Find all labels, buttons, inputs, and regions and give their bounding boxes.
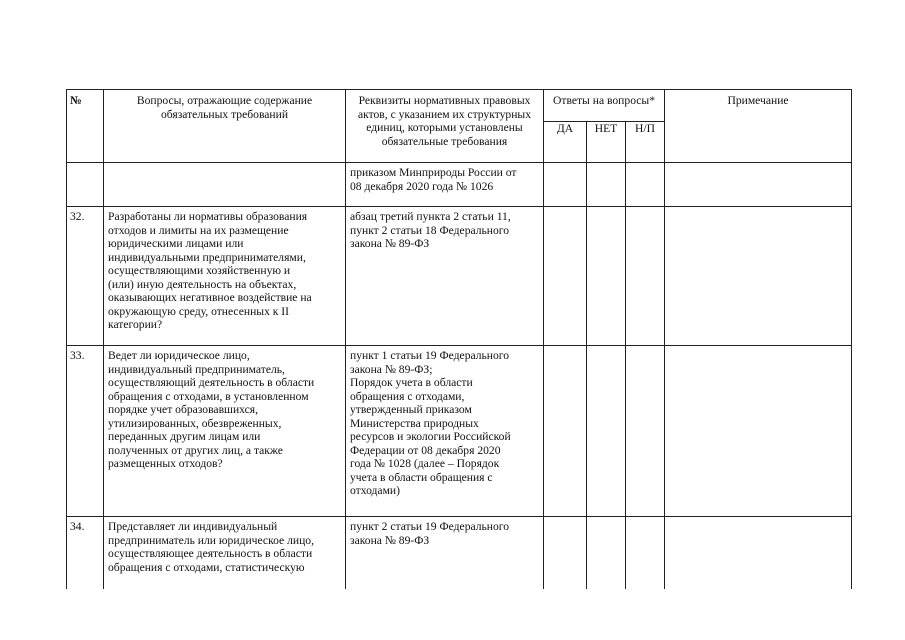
col-header-yes: ДА [544,122,587,163]
row-question [104,163,346,207]
col-header-no: НЕТ [587,122,626,163]
row-note [665,163,852,207]
col-header-na: Н/П [626,122,665,163]
row-answer-na [626,346,665,517]
row-requisites: пункт 2 статьи 19 Федерального закона № 89-ФЗ [346,517,544,589]
table-row [67,346,852,517]
row-note [665,346,852,517]
row-answer-yes [544,517,587,589]
col-header-note: Примечание [665,90,852,163]
header-row [67,90,852,122]
col-header-requisites: Реквизиты нормативных правовых актов, с указанием их структурных единиц, которыми установлены обязательные требования [346,90,544,163]
col-header-answers: Ответы на вопросы* [544,90,665,122]
row-answer-yes [544,163,587,207]
col-header-number: № [67,90,104,163]
row-requisites: приказом Минприроды России от 08 декабря 2020 года № 1026 [346,163,544,207]
requirements-table [66,89,852,589]
row-note [665,207,852,346]
row-requisites: абзац третий пункта 2 статьи 11, пункт 2 статьи 18 Федерального закона № 89-ФЗ [346,207,544,346]
row-answer-no [587,207,626,346]
row-number [67,163,104,207]
row-question: Ведет ли юридическое лицо, индивидуальный предприниматель, осуществляющий деятельность в области обращения с отходами, в установленном порядке учет образовавшихся, утилизированных, обезвреженных, переданных другим лицам или полученных от других лиц, а также размещенных отходов? [104,346,346,517]
table-row [67,517,852,589]
row-answer-na [626,163,665,207]
row-answer-no [587,163,626,207]
row-answer-yes [544,346,587,517]
row-number: 32. [67,207,104,346]
row-question: Представляет ли индивидуальный предприниматель или юридическое лицо, осуществляющее деятельность в области обращения с отходами, статистическую [104,517,346,589]
row-note [665,517,852,589]
row-answer-yes [544,207,587,346]
col-header-questions: Вопросы, отражающие содержание обязательных требований [104,90,346,163]
row-number: 33. [67,346,104,517]
row-answer-no [587,517,626,589]
table-row [67,207,852,346]
row-answer-no [587,346,626,517]
row-number: 34. [67,517,104,589]
row-answer-na [626,517,665,589]
table-row [67,163,852,207]
row-requisites: пункт 1 статьи 19 Федерального закона № 89-ФЗ; Порядок учета в области обращения с отходами, утвержденный приказом Министерства природных ресурсов и экологии Российской Федерации от 08 декабря 2020 года № 1028 (далее – Порядок учета в области обращения с отходами) [346,346,544,517]
row-question: Разработаны ли нормативы образования отходов и лимиты на их размещение юридическими лицами или индивидуальными предпринимателями, осуществляющими хозяйственную и (или) иную деятельность на объектах, оказывающих негативное воздействие на окружающую среду, отнесенных к II категории? [104,207,346,346]
row-answer-na [626,207,665,346]
